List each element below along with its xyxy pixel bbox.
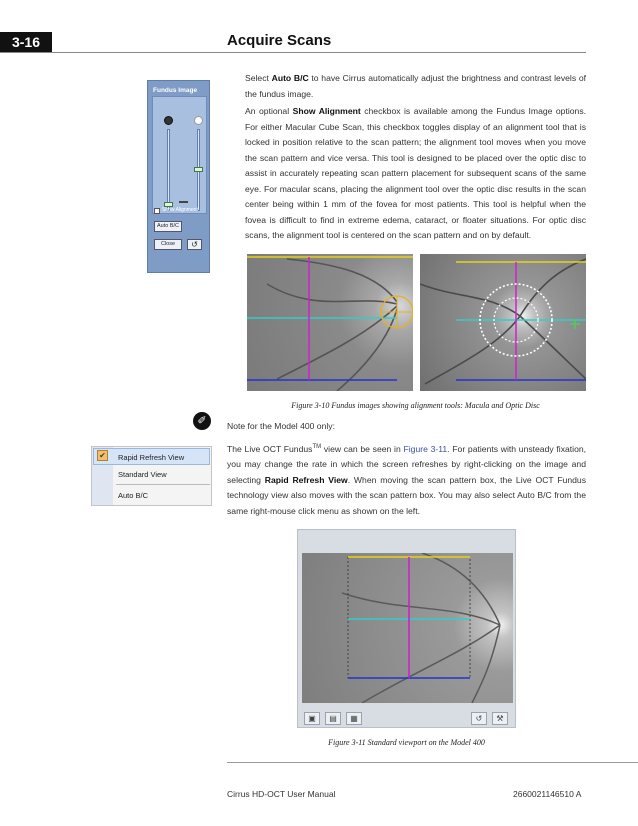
footer-manual-title: Cirrus HD-OCT User Manual [227,789,336,799]
figure-3-11-caption: Figure 3-11 Standard viewport on the Model 400 [328,738,485,747]
figure-3-11-link[interactable]: Figure 3-11 [403,443,448,454]
fundus-panel-title: Fundus Image [153,87,198,94]
footer-doc-number: 2660021146510 A [513,789,582,799]
menu-item-auto-bc[interactable]: Auto B/C [118,491,149,500]
show-alignment-checkbox[interactable] [154,208,160,214]
viewer-tool-button-3[interactable]: ▦ [346,712,362,725]
viewer-tool-button-1[interactable]: ▣ [304,712,320,725]
viewer-undo-button[interactable]: ↺ [471,712,487,725]
viewer-settings-button[interactable]: ⚒ [492,712,508,725]
header-rule [0,52,586,53]
live-oct-fundus-viewport [297,529,516,728]
fundus-image-optic-disc [420,254,586,391]
paragraph-auto-bc: Select Auto B/C to have Cirrus automatically adjust the brightness and contrast levels of the fundus image. [245,73,586,99]
check-icon: ✔ [97,450,108,461]
undo-icon[interactable]: ↺ [187,239,202,250]
slider-divider [179,201,188,203]
fundus-image-macula [247,254,413,391]
contrast-slider-thumb[interactable] [194,167,203,172]
right-click-context-menu [91,446,212,506]
live-scan-overlay [302,553,513,703]
figure-3-10-caption: Figure 3-10 Fundus images showing alignment tools: Macula and Optic Disc [291,401,540,410]
menu-item-standard-view[interactable]: Standard View [118,470,167,479]
fundus-slider-area [152,96,207,214]
contrast-icon [194,116,203,125]
footer-rule [227,762,638,763]
auto-bc-button[interactable]: Auto B/C [154,221,182,232]
optic-disc-scan-overlay [420,254,586,391]
brightness-icon [164,116,173,125]
menu-item-rapid-refresh-view[interactable]: Rapid Refresh View [118,453,185,462]
paragraph-show-alignment: An optional Show Alignment checkbox is available among the Fundus Image options. For either Macular Cube Scan, this checkbox toggles display of an alignment tool that is locked in position relative to the scan pattern; the alignment tool moves when you move the scan pattern and vice versa. This tool is designed to be placed over the optic disc to assist in accurately repeating scan pattern placement for subsequent scans of the same eye. For macular scans, placing the alignment tool over the optic disc results in the scan center being within 1 mm of the fovea for most patients. This tool is helpful when the fovea is difficult to find in extreme edema, cataract, or floater situations. For optic disc scans, the alignment tool is centered on the scan pattern and on by default. [245,106,586,240]
note-icon: ✐ [193,412,211,430]
live-fundus-image[interactable] [302,553,513,703]
auto-bc-term: Auto B/C [271,73,309,83]
show-alignment-term: Show Alignment [292,106,361,116]
show-alignment-label: Show Alignment [162,207,198,213]
note-heading: Note for the Model 400 only: [227,421,335,431]
section-title: Acquire Scans [227,32,332,49]
note-paragraph: The Live OCT Fundus™ view can be seen in Figure 3-11. For patients with unsteady fixation, you may change the rate in which the screen refreshes by right-clicking on the image and selecting Rapid Refresh View. When moving the scan pattern box, the Live OCT Fundus technology view also moves with the scan pattern box. You may also select Auto B/C from the same right-mouse click menu as shown on the left. [227,443,587,516]
macula-scan-overlay [247,254,413,391]
viewer-tool-button-2[interactable]: ▤ [325,712,341,725]
rapid-refresh-term: Rapid Refresh View [264,474,348,485]
close-button[interactable]: Close [154,239,182,250]
menu-separator [116,484,210,485]
page-number: 3-16 [0,32,52,52]
brightness-slider-track[interactable] [167,129,170,211]
fundus-image-panel [147,80,210,273]
